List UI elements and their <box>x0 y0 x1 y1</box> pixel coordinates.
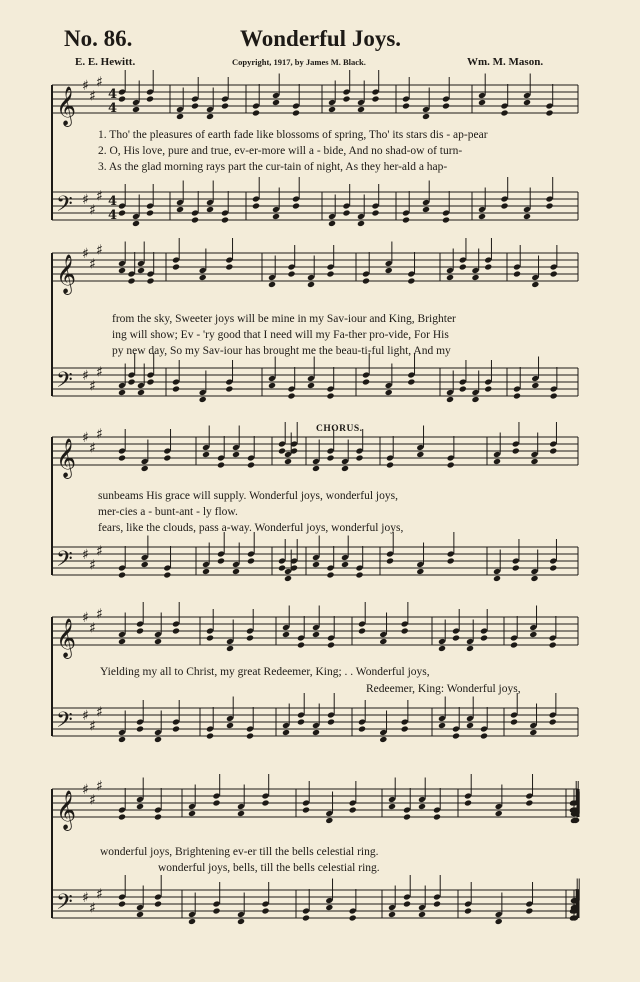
lyric-line: from the sky, Sweeter joys will be mine in my Sav-iour and King, Brighter <box>112 313 456 325</box>
notehead <box>362 277 370 284</box>
lyricist-credit: E. E. Hewitt. <box>75 56 136 68</box>
notehead <box>355 571 363 578</box>
notehead <box>146 378 154 385</box>
notehead <box>545 109 553 116</box>
notehead <box>401 627 409 634</box>
notehead <box>471 274 479 281</box>
notehead <box>312 631 320 638</box>
notehead <box>523 99 531 106</box>
notehead <box>154 736 162 743</box>
sharp-icon: ♯ <box>96 74 103 91</box>
notehead <box>226 722 234 729</box>
notehead <box>268 281 276 288</box>
notehead <box>379 736 387 743</box>
notehead <box>342 95 350 102</box>
notehead <box>326 454 334 461</box>
notehead <box>512 447 520 454</box>
notehead <box>433 900 441 907</box>
treble-clef-icon: 𝄞 <box>56 86 77 126</box>
notehead <box>278 447 286 454</box>
notehead <box>325 904 333 911</box>
notehead <box>480 634 488 641</box>
notehead <box>137 267 145 274</box>
hymn-number: No. 86. <box>64 26 133 51</box>
notehead <box>471 396 479 403</box>
notehead <box>307 382 315 389</box>
notehead <box>513 270 521 277</box>
notehead <box>495 810 503 817</box>
notehead <box>386 461 394 468</box>
notehead <box>466 722 474 729</box>
notehead <box>480 732 488 739</box>
sharp-icon: ♯ <box>96 543 103 560</box>
notehead <box>118 389 126 396</box>
notehead <box>221 102 229 109</box>
notehead <box>188 810 196 817</box>
notehead <box>212 799 220 806</box>
sharp-icon: ♯ <box>89 718 96 735</box>
notehead <box>176 113 184 120</box>
notehead <box>191 102 199 109</box>
notehead <box>172 725 180 732</box>
notehead <box>284 458 292 465</box>
notehead <box>326 392 334 399</box>
notehead <box>531 281 539 288</box>
notehead <box>232 568 240 575</box>
sharp-icon: ♯ <box>96 886 103 903</box>
time-signature: 4 <box>108 208 118 223</box>
notehead <box>512 564 520 571</box>
notehead <box>154 813 162 820</box>
sharp-icon: ♯ <box>96 242 103 259</box>
notehead <box>284 575 292 582</box>
treble-clef-icon: 𝄞 <box>56 254 77 294</box>
notehead <box>525 907 533 914</box>
notehead <box>416 451 424 458</box>
notehead <box>549 641 557 648</box>
notehead <box>136 911 144 918</box>
lyric-line: sunbeams His grace will supply. Wonderful joys, wonderful joys, <box>98 490 398 502</box>
treble-clef-icon: 𝄞 <box>56 618 77 658</box>
notehead <box>327 718 335 725</box>
notehead <box>327 641 335 648</box>
sharp-icon: ♯ <box>82 708 89 724</box>
notehead <box>325 817 333 824</box>
sharp-icon: ♯ <box>89 88 96 105</box>
notehead <box>118 638 126 645</box>
sharp-icon: ♯ <box>89 202 96 219</box>
notehead <box>206 634 214 641</box>
notehead <box>312 465 320 472</box>
notehead <box>407 378 415 385</box>
notehead <box>118 95 126 102</box>
notehead <box>132 106 140 113</box>
notehead <box>433 813 441 820</box>
notehead <box>466 645 474 652</box>
notehead <box>141 561 149 568</box>
notehead <box>199 396 207 403</box>
notehead <box>549 564 557 571</box>
notehead <box>529 631 537 638</box>
bass-clef-icon: 𝄢 <box>56 708 73 738</box>
notehead <box>146 209 154 216</box>
notehead <box>282 631 290 638</box>
notehead <box>328 220 336 227</box>
notehead <box>232 451 240 458</box>
notehead <box>221 216 229 223</box>
notehead <box>549 447 557 454</box>
notehead <box>141 465 149 472</box>
notehead <box>418 803 426 810</box>
notehead <box>549 718 557 725</box>
notehead <box>416 568 424 575</box>
bass-clef-icon: 𝄢 <box>56 890 73 920</box>
notehead <box>422 206 430 213</box>
notehead <box>163 454 171 461</box>
notehead <box>282 729 290 736</box>
notehead <box>127 277 135 284</box>
notehead <box>118 900 126 907</box>
notehead <box>530 458 538 465</box>
notehead <box>446 396 454 403</box>
notehead <box>452 634 460 641</box>
notehead <box>268 382 276 389</box>
notehead <box>388 911 396 918</box>
notehead <box>247 461 255 468</box>
notehead <box>226 645 234 652</box>
notehead <box>199 274 207 281</box>
notehead <box>447 557 455 564</box>
notehead <box>403 813 411 820</box>
notehead <box>342 209 350 216</box>
notehead <box>225 263 233 270</box>
notehead <box>312 561 320 568</box>
notehead <box>118 209 126 216</box>
lyric-line: wonderful joys, bells, till the bells celestial ring. <box>158 862 380 874</box>
notehead <box>127 378 135 385</box>
sharp-icon: ♯ <box>96 606 103 623</box>
sharp-icon: ♯ <box>89 792 96 809</box>
notehead <box>341 465 349 472</box>
time-signature: 4 <box>108 87 118 102</box>
treble-clef-icon: 𝄞 <box>56 790 77 830</box>
notehead <box>217 461 225 468</box>
notehead <box>407 277 415 284</box>
notehead <box>510 718 518 725</box>
notehead <box>297 718 305 725</box>
sharp-icon: ♯ <box>82 782 89 798</box>
notehead <box>385 389 393 396</box>
lyric-line: 1. Tho' the pleasures of earth fade like blossoms of spring, Tho' its stars dis - ap-pear <box>98 129 488 141</box>
notehead <box>500 202 508 209</box>
notehead <box>136 725 144 732</box>
notehead <box>442 216 450 223</box>
lyric-line: wonderful joys, Brightening ev-er till the bells celestial ring. <box>100 846 379 858</box>
notehead <box>247 557 255 564</box>
notehead <box>278 564 286 571</box>
notehead <box>349 914 357 921</box>
notehead <box>217 557 225 564</box>
notehead <box>495 918 503 925</box>
notehead <box>357 220 365 227</box>
notehead <box>206 206 214 213</box>
time-signature: 4 <box>108 194 118 209</box>
notehead <box>464 799 472 806</box>
notehead <box>146 277 154 284</box>
notehead <box>478 213 486 220</box>
notehead <box>154 900 162 907</box>
notehead <box>418 911 426 918</box>
notehead <box>500 109 508 116</box>
notehead <box>261 907 269 914</box>
bass-clef-icon: 𝄢 <box>56 547 73 577</box>
notehead <box>401 725 409 732</box>
notehead <box>202 568 210 575</box>
notehead <box>292 202 300 209</box>
notehead <box>459 385 467 392</box>
notehead <box>493 575 501 582</box>
composer-credit: Wm. M. Mason. <box>467 56 544 68</box>
notehead <box>146 95 154 102</box>
notehead <box>328 106 336 113</box>
notehead <box>341 561 349 568</box>
sharp-icon: ♯ <box>82 78 89 94</box>
notehead <box>172 627 180 634</box>
lyric-line: Yielding my all to Christ, my great Redeemer, King; . . Wonderful joys, <box>100 666 430 678</box>
notehead <box>371 95 379 102</box>
notehead <box>529 729 537 736</box>
notehead <box>438 722 446 729</box>
notehead <box>136 803 144 810</box>
sharp-icon: ♯ <box>82 246 89 262</box>
sharp-icon: ♯ <box>96 188 103 205</box>
bass-clef-icon: 𝄢 <box>56 368 73 398</box>
notehead <box>292 109 300 116</box>
notehead <box>206 113 214 120</box>
notehead <box>513 392 521 399</box>
hymn-title: Wonderful Joys. <box>240 26 402 51</box>
notehead <box>510 641 518 648</box>
notehead <box>118 571 126 578</box>
notehead <box>446 274 454 281</box>
notehead <box>452 732 460 739</box>
notehead <box>163 571 171 578</box>
notehead <box>154 638 162 645</box>
notehead <box>493 458 501 465</box>
notehead <box>530 575 538 582</box>
notehead <box>326 270 334 277</box>
sharp-icon: ♯ <box>89 378 96 395</box>
notehead <box>302 914 310 921</box>
notehead <box>484 263 492 270</box>
lyric-line: 3. As the glad morning rays part the cur-tain of night, As they her-ald a hap- <box>98 161 448 173</box>
notehead <box>403 900 411 907</box>
lyric-line: 2. O, His love, pure and true, ev-er-more will a - bide, And no shad-ow of turn- <box>98 145 463 157</box>
notehead <box>312 729 320 736</box>
notehead <box>379 638 387 645</box>
sharp-icon: ♯ <box>82 430 89 446</box>
notehead <box>206 732 214 739</box>
notehead <box>484 385 492 392</box>
notehead <box>118 736 126 743</box>
notehead <box>550 392 558 399</box>
lyric-line: mer-cies a - bunt-ant - ly flow. <box>98 506 238 518</box>
treble-clef-icon: 𝄞 <box>56 438 77 478</box>
notehead <box>246 634 254 641</box>
notehead <box>385 267 393 274</box>
lyric-line: ing will show; Ev - 'ry good that I need will my Fa-ther pro-vide, For His <box>112 329 449 341</box>
notehead <box>246 732 254 739</box>
notehead <box>388 803 396 810</box>
notehead <box>172 263 180 270</box>
notehead <box>371 209 379 216</box>
notehead <box>272 213 280 220</box>
notehead <box>191 216 199 223</box>
notehead <box>307 281 315 288</box>
bass-clef-icon: 𝄢 <box>56 192 73 222</box>
notehead <box>459 263 467 270</box>
notehead <box>355 454 363 461</box>
sharp-icon: ♯ <box>89 256 96 273</box>
notehead <box>357 106 365 113</box>
time-signature: 4 <box>108 101 118 116</box>
sharp-icon: ♯ <box>96 426 103 443</box>
sharp-icon: ♯ <box>82 547 89 563</box>
notehead <box>252 202 260 209</box>
notehead <box>297 641 305 648</box>
notehead <box>261 799 269 806</box>
notehead <box>212 907 220 914</box>
sharp-icon: ♯ <box>96 364 103 381</box>
notehead <box>464 907 472 914</box>
notehead <box>525 799 533 806</box>
sharp-icon: ♯ <box>89 620 96 637</box>
sharp-icon: ♯ <box>96 778 103 795</box>
notehead <box>272 99 280 106</box>
notehead <box>136 627 144 634</box>
notehead <box>358 725 366 732</box>
notehead <box>172 385 180 392</box>
notehead <box>362 378 370 385</box>
notehead <box>358 627 366 634</box>
notehead <box>531 382 539 389</box>
notehead <box>118 454 126 461</box>
notehead <box>545 202 553 209</box>
notehead <box>478 99 486 106</box>
lyric-line: fears, like the clouds, pass a-way. Wonderful joys, wonderful joys, <box>98 522 404 534</box>
sharp-icon: ♯ <box>96 704 103 721</box>
notehead <box>442 102 450 109</box>
notehead <box>287 392 295 399</box>
sharp-icon: ♯ <box>82 368 89 384</box>
notehead <box>132 220 140 227</box>
notehead <box>118 813 126 820</box>
notehead <box>188 918 196 925</box>
sharp-icon: ♯ <box>89 440 96 457</box>
notehead <box>302 806 310 813</box>
notehead <box>118 267 126 274</box>
notehead <box>386 557 394 564</box>
notehead <box>237 918 245 925</box>
notehead <box>326 571 334 578</box>
sharp-icon: ♯ <box>82 192 89 208</box>
notehead <box>237 810 245 817</box>
chorus-label: CHORUS. <box>316 424 363 434</box>
sharp-icon: ♯ <box>82 610 89 626</box>
notehead <box>252 109 260 116</box>
notehead <box>447 461 455 468</box>
notehead <box>402 216 410 223</box>
notehead <box>225 385 233 392</box>
notehead <box>402 102 410 109</box>
notehead <box>438 645 446 652</box>
lyric-line: Redeemer, King: Wonderful joys, <box>366 683 521 695</box>
copyright-notice: Copyright, 1917, by James M. Black. <box>232 57 366 67</box>
notehead <box>137 389 145 396</box>
notehead <box>176 206 184 213</box>
sharp-icon: ♯ <box>89 900 96 917</box>
notehead <box>287 270 295 277</box>
lyric-line: py new day, So my Sav-iour has brought me the beau-ti-ful light, And my <box>112 345 451 357</box>
sharp-icon: ♯ <box>89 557 96 574</box>
notehead <box>202 451 210 458</box>
notehead <box>523 213 531 220</box>
notehead <box>349 806 357 813</box>
sharp-icon: ♯ <box>82 890 89 906</box>
notehead <box>422 113 430 120</box>
notehead <box>550 270 558 277</box>
